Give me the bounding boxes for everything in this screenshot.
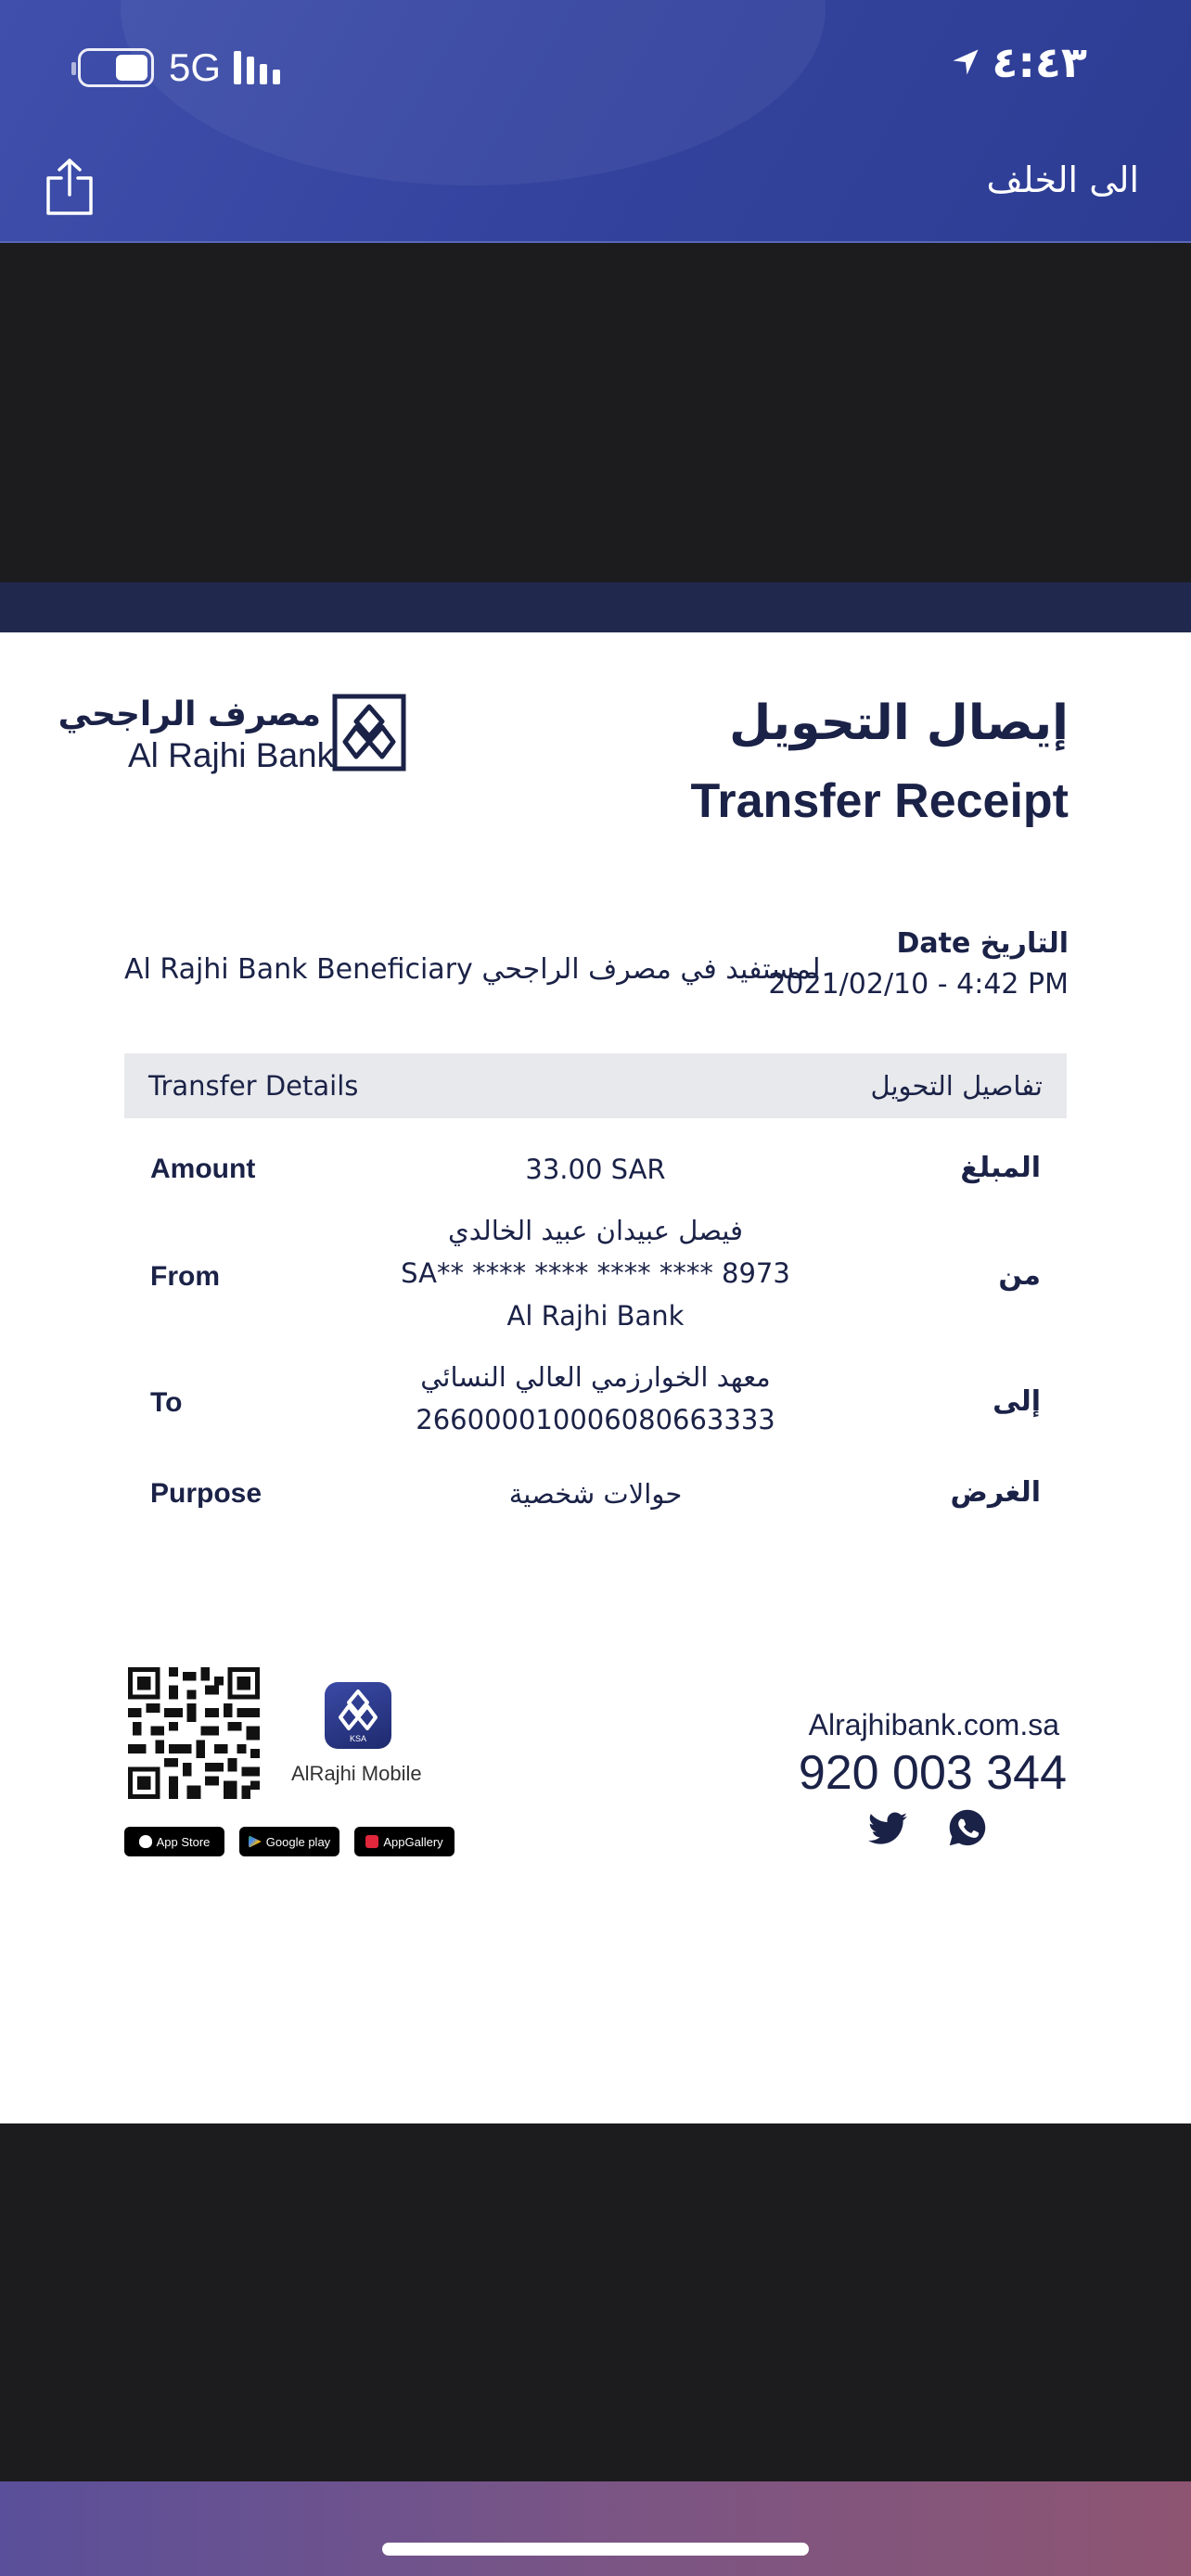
purpose-text: حوالات شخصية — [508, 1478, 683, 1510]
apple-icon — [139, 1835, 152, 1848]
to-value — [124, 1356, 1067, 1441]
purpose-label-en: Purpose — [150, 1478, 263, 1509]
to-row — [124, 1356, 1067, 1443]
to-account: 266000010006080663333 — [416, 1404, 775, 1435]
to-name: معهد الخوارزمي العالي النسائي — [420, 1361, 771, 1393]
bottom-bar — [0, 2481, 1191, 2576]
location-arrow-icon — [949, 45, 982, 79]
receipt-title-en: Transfer Receipt — [690, 774, 1069, 828]
signal-icon — [234, 51, 280, 84]
app-header — [0, 0, 1191, 243]
date-label: Date التاريخ — [896, 927, 1069, 960]
app-gallery-badge[interactable]: AppGallery — [354, 1827, 455, 1856]
google-play-badge[interactable]: Google play — [239, 1827, 339, 1856]
to-label-ar: إلى — [992, 1385, 1041, 1418]
receipt-title-ar: إيصال التحويل — [729, 695, 1069, 751]
amount-value — [124, 1148, 1067, 1191]
details-header-ar: تفاصيل التحويل — [870, 1070, 1043, 1102]
back-button[interactable]: الى الخلف — [986, 159, 1139, 200]
from-bank: Al Rajhi Bank — [506, 1300, 685, 1332]
status-time: ٤:٤٣ — [992, 37, 1087, 87]
bank-logo — [58, 694, 406, 777]
app-icon-text: KSA — [349, 1734, 367, 1743]
bank-phone[interactable]: 920 003 344 — [798, 1746, 1067, 1800]
purpose-value — [124, 1473, 1067, 1515]
status-bar-right — [949, 37, 1087, 87]
from-account: SA** **** **** **** **** 8973 — [401, 1257, 790, 1289]
huawei-icon — [365, 1835, 378, 1848]
logo-text-ar: مصرف الراجحي — [58, 695, 321, 733]
al-rajhi-logo-icon — [332, 694, 406, 772]
date-value: 2021/02/10 - 4:42 PM — [768, 968, 1069, 1001]
amount-text: 33.00 SAR — [525, 1154, 666, 1185]
amount-label-ar: المبلغ — [960, 1152, 1041, 1184]
share-icon — [48, 160, 91, 213]
alrajhi-mobile-app-icon — [325, 1682, 391, 1749]
purpose-row — [124, 1473, 1067, 1519]
details-header-en: Transfer Details — [148, 1070, 359, 1102]
transfer-details-header — [124, 1053, 1067, 1118]
logo-text-en: Al Rajhi Bank — [128, 736, 335, 774]
amount-label-en: Amount — [150, 1154, 256, 1184]
status-bar-left — [70, 45, 280, 91]
home-indicator[interactable] — [382, 2543, 809, 2556]
qr-code — [128, 1667, 260, 1799]
from-name: فيصل عبيدان عبيد الخالدي — [448, 1215, 743, 1246]
app-store-badge[interactable]: App Store — [124, 1827, 224, 1856]
network-indicator: 5G — [169, 45, 222, 89]
twitter-icon[interactable] — [868, 1812, 907, 1845]
from-row — [124, 1209, 1067, 1339]
from-label-ar: من — [998, 1259, 1041, 1292]
amount-row — [124, 1148, 1067, 1194]
store-badges — [124, 1827, 455, 1856]
app-label: AlRajhi Mobile — [291, 1762, 422, 1785]
purpose-label-ar: الغرض — [950, 1476, 1041, 1509]
whatsapp-icon[interactable] — [948, 1808, 987, 1847]
bank-website[interactable]: Alrajhibank.com.sa — [808, 1708, 1059, 1741]
share-button[interactable] — [45, 158, 95, 217]
google-play-icon — [249, 1835, 262, 1848]
beneficiary-type: Al Rajhi Bank Beneficiary لمستفيد في مصرف الراجحي — [124, 953, 821, 986]
to-label-en: To — [150, 1387, 183, 1418]
battery-icon — [78, 48, 154, 87]
from-label-en: From — [150, 1261, 220, 1292]
receipt-top-band — [0, 582, 1191, 632]
transfer-receipt — [0, 632, 1191, 2123]
from-value — [124, 1209, 1067, 1337]
